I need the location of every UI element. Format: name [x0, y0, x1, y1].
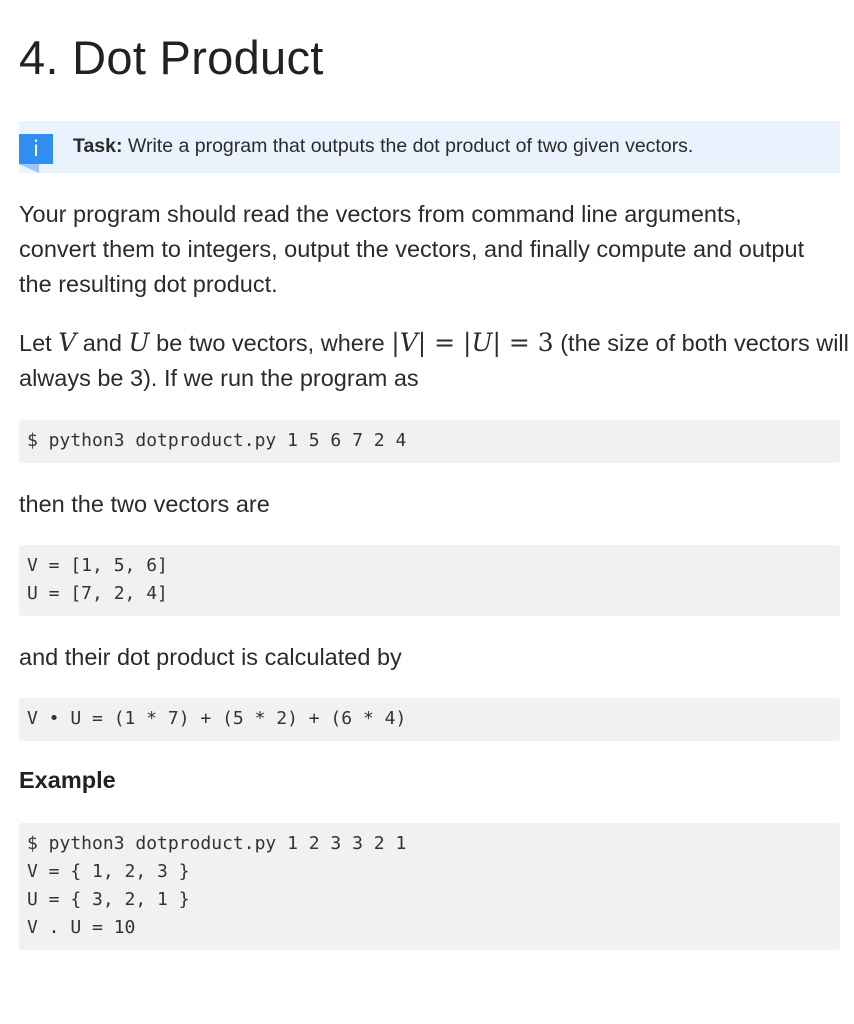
code-block-calc	[19, 698, 840, 741]
text-size-note: (the size of both vectors will always be 3). If we run the program as	[19, 330, 849, 391]
task-description: Write a program that outputs the dot product of two given vectors.	[122, 135, 694, 157]
math-eq-2: =	[500, 328, 538, 357]
math-eq-1: =	[426, 328, 464, 357]
code-block-run	[19, 420, 840, 463]
text-let: Let	[19, 330, 59, 356]
math-abs-u: |U|	[463, 328, 501, 357]
math-v: V	[58, 328, 77, 357]
code-line: U = [7, 2, 4]	[27, 583, 168, 604]
info-badge-tail	[19, 164, 39, 173]
math-u: U	[128, 328, 150, 357]
math-abs-v: |V|	[391, 328, 427, 357]
code-line: $ python3 dotproduct.py 1 5 6 7 2 4	[27, 430, 407, 451]
intro-paragraph: Your program should read the vectors from command line arguments, convert them to integers, output the vectors, and finally compute and output the resulting dot product.	[19, 201, 805, 297]
text-where: be two vectors, where	[149, 330, 392, 356]
then-paragraph: then the two vectors are	[19, 491, 270, 517]
text-and: and	[76, 330, 129, 356]
math-three: 3	[537, 328, 554, 357]
code-line: V • U = (1 * 7) + (5 * 2) + (6 * 4)	[27, 708, 407, 729]
code-line: V = [1, 5, 6]	[27, 555, 168, 576]
task-callout	[19, 121, 840, 173]
code-line: V = { 1, 2, 3 }	[27, 861, 190, 882]
calc-paragraph: and their dot product is calculated by	[19, 644, 402, 670]
code-block-example	[19, 823, 840, 950]
code-line: V . U = 10	[27, 917, 136, 938]
vectors-paragraph	[19, 325, 849, 396]
info-icon: i	[19, 134, 53, 164]
info-badge	[19, 134, 53, 172]
task-label: Task:	[73, 135, 123, 157]
code-block-vectors	[19, 545, 840, 616]
task-text	[73, 135, 693, 158]
code-line: U = { 3, 2, 1 }	[27, 889, 190, 910]
example-heading: Example	[19, 767, 116, 793]
page-title: 4. Dot Product	[19, 31, 324, 84]
code-line: $ python3 dotproduct.py 1 2 3 3 2 1	[27, 833, 407, 854]
